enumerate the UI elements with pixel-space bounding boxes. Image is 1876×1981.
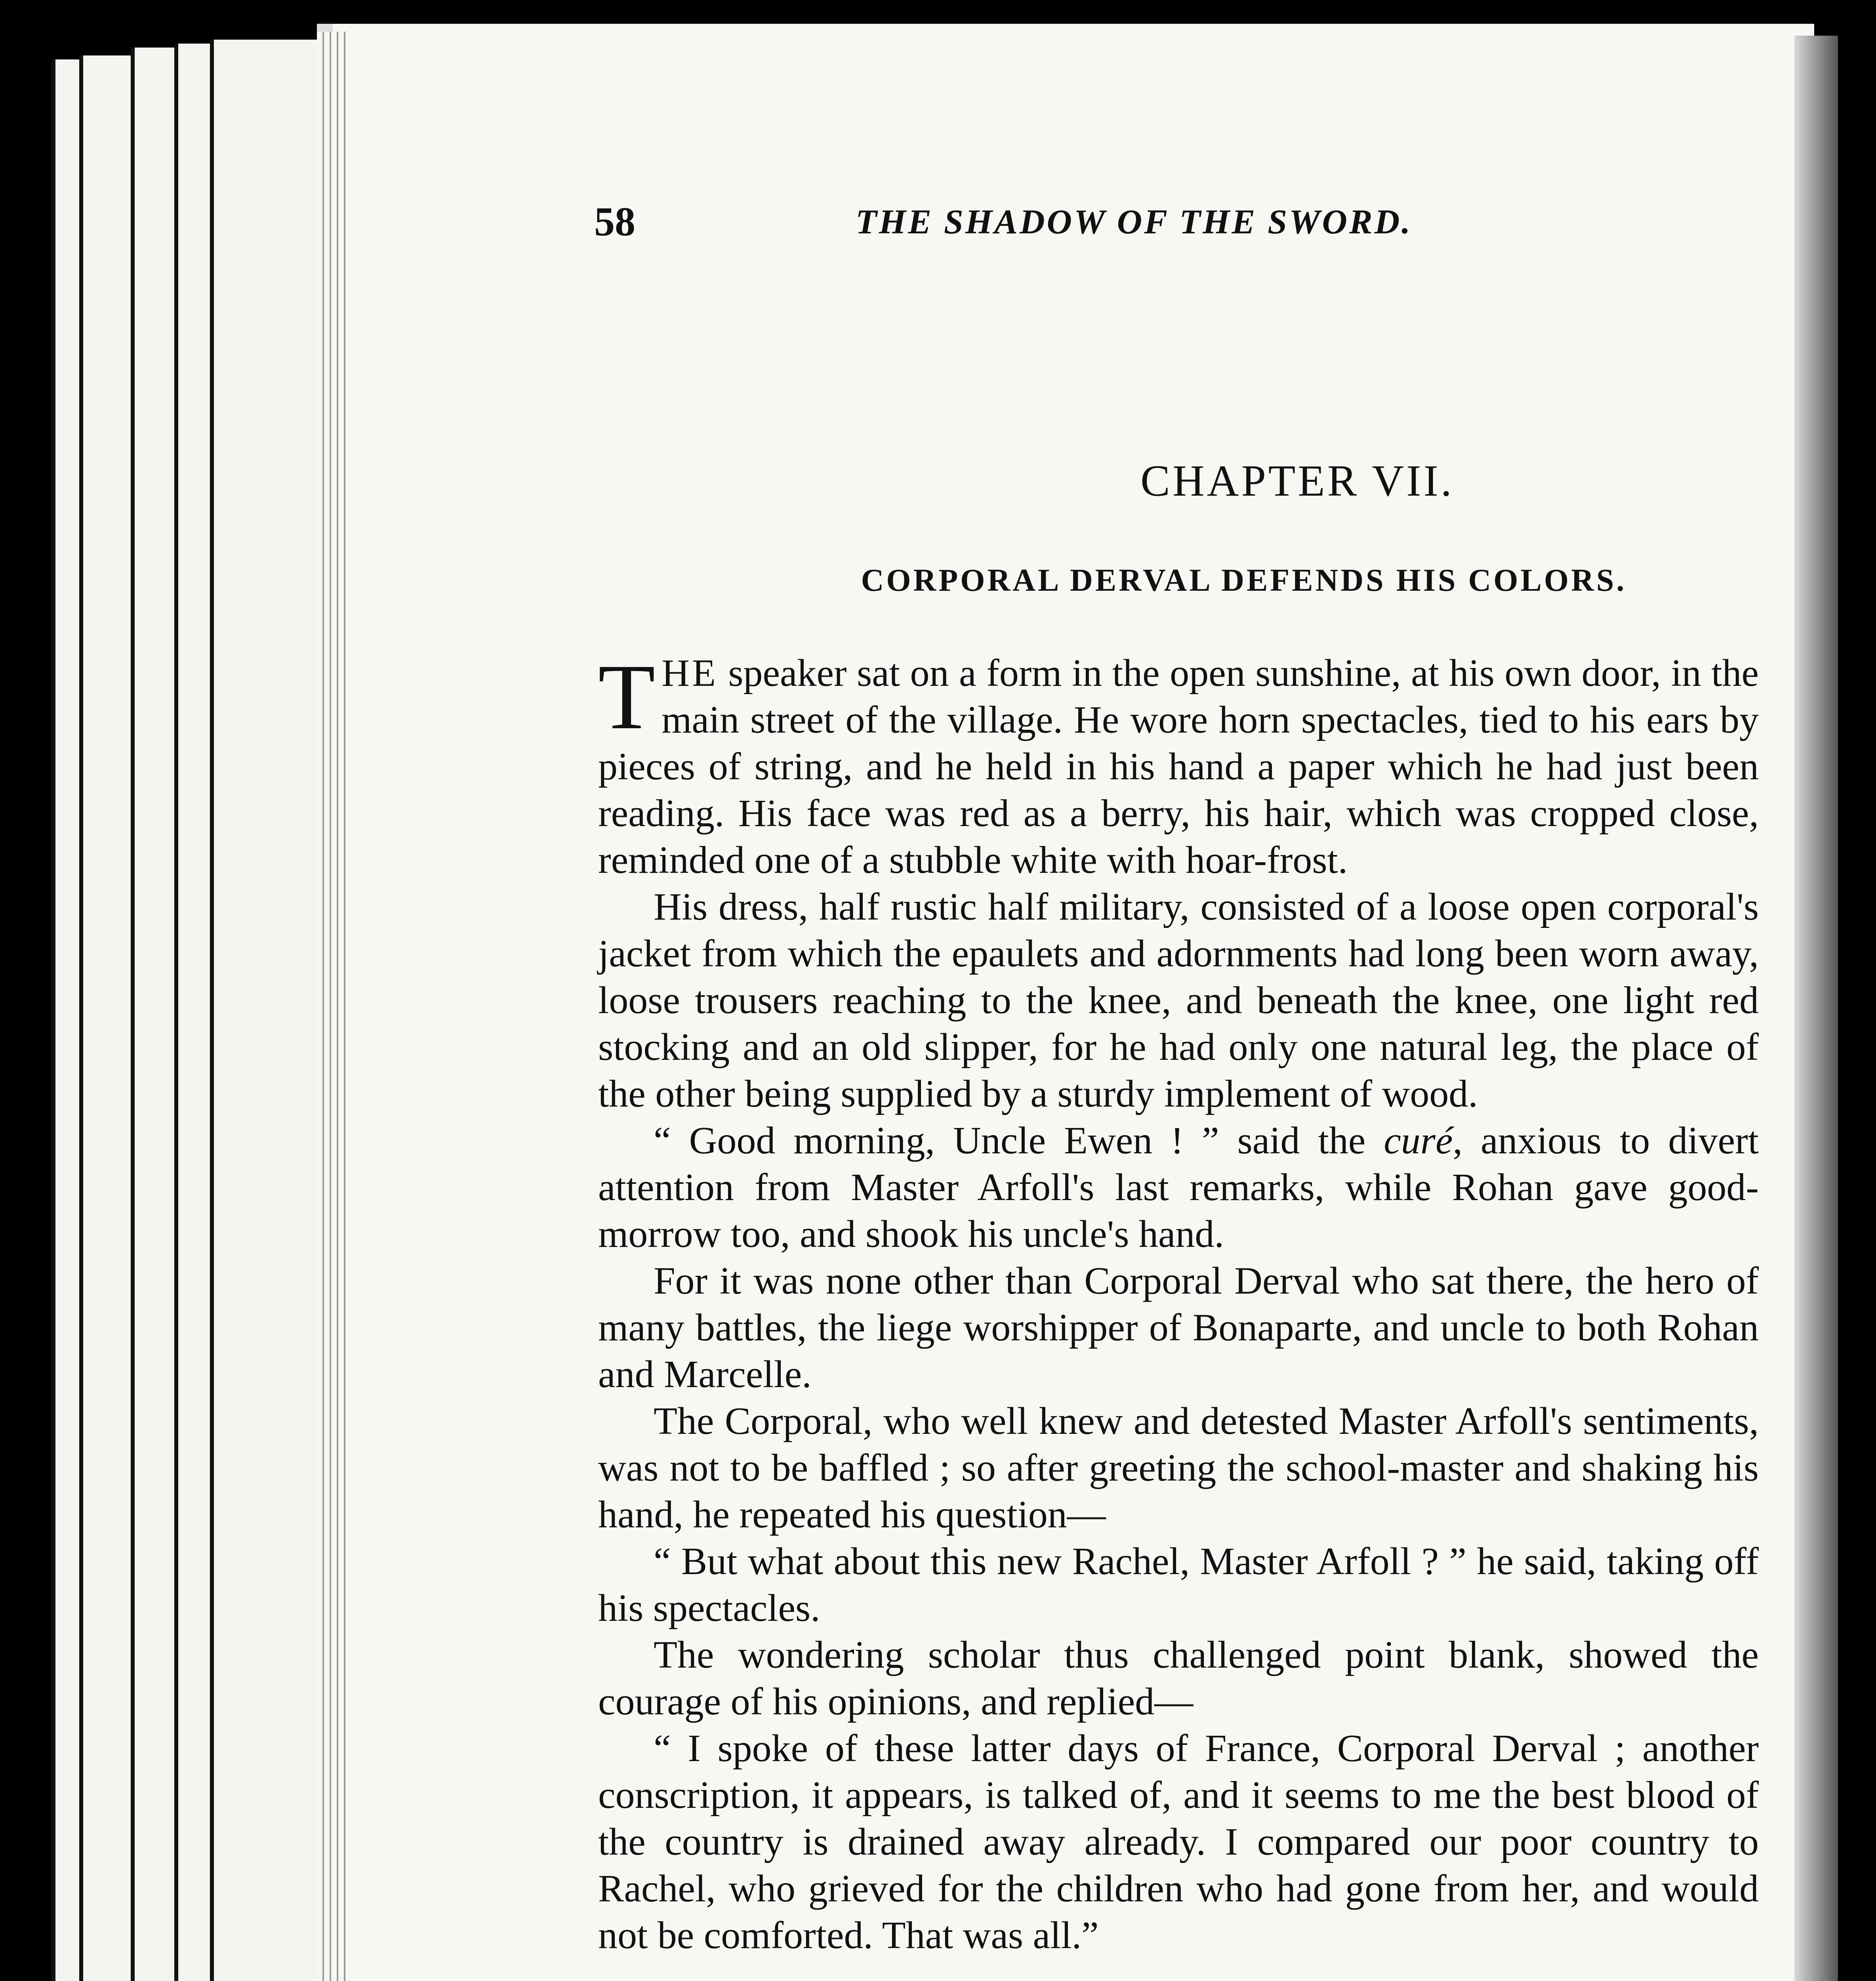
paragraph: His dress, half rustic half military, consisted of a loose open corporal's jacket from which the epaulets and adornments had long been worn away, loose trousers reaching to the knee, and beneath the knee, one light red stocking and an old slipper, for he had only one natural leg, the place of the other being supplied by a sturdy implement of wood.: [598, 886, 1759, 1115]
italic-word: curé: [1384, 1119, 1453, 1162]
paragraph: “ I spoke of these latter days of France, Corporal Derval ; another conscription, it appears, is talked of, and it seems to me the best blood of the country is drained away already. I compared our poor country to Rachel, who grieved for the children who had gone from her, and would not be comforted. That was all.”: [598, 1727, 1759, 1957]
paragraph: [598, 645, 1759, 884]
chapter-subtitle: CORPORAL DERVAL DEFENDS HIS COLORS.: [861, 563, 1627, 598]
paragraph: “ But what about this new Rachel, Master Arfoll ? ” he said, taking off his spectacles.: [598, 1540, 1759, 1630]
chapter-title: CHAPTER VII.: [1140, 456, 1454, 506]
page-edge: [210, 40, 317, 1981]
page-gutter: [317, 32, 349, 1981]
running-title: THE SHADOW OF THE SWORD.: [856, 203, 1413, 241]
paragraph: The wondering scholar thus challenged point blank, showed the courage of his opinions, and replied—: [598, 1634, 1759, 1723]
page-number: 58: [594, 199, 635, 244]
body-text: [598, 645, 1759, 1959]
paragraph-text: speaker sat on a form in the open sunshine, at his own door, in the main street of the village. He wore horn spectacles, tied to his ears by pieces of string, and he held in his hand a paper which he had just been reading. His face was red as a berry, his hair, which was cropped close, reminded one of a stubble white with hoar-frost.: [598, 652, 1759, 882]
paragraph: For it was none other than Corporal Derval who sat there, the hero of many battles, the liege worshipper of Bonaparte, and uncle to both Rohan and Marcelle.: [598, 1260, 1759, 1396]
drop-cap: T: [598, 645, 656, 749]
small-caps-lead: HE: [662, 652, 718, 695]
page-shadow: [1794, 36, 1838, 1981]
paragraph-text: “ Good morning, Uncle Ewen ! ” said the: [654, 1119, 1384, 1162]
paragraph: The Corporal, who well knew and detested Master Arfoll's sentiments, was not to be baffled ; so after greeting the school-master and shaking his hand, he repeated his question—: [598, 1400, 1759, 1536]
paragraph-text: , anxious to divert attention from Master Arfoll's last remarks, while Rohan gave good-morrow too, and shook his uncle's hand.: [598, 1119, 1759, 1256]
running-head: [594, 198, 1763, 261]
paragraph: [598, 1117, 1759, 1258]
